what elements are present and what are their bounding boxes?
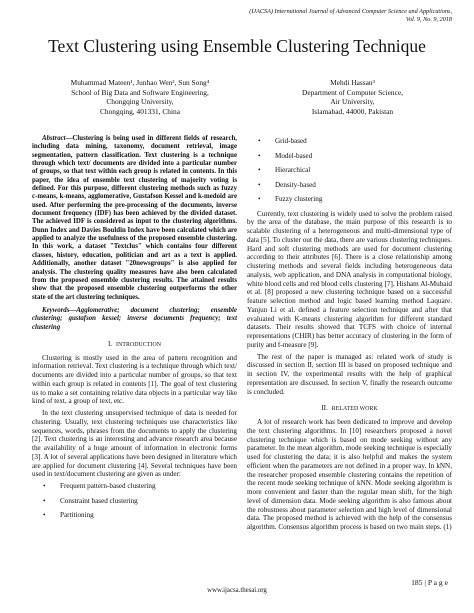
bullet-icon: • — [258, 151, 261, 160]
intro-paragraph-2: In the text clustering unsupervised technique of data is needed for clustering. Usually, text clustering techniques use characteristics like sequences, words, phrases from the documents to apply the clustering [2]. Text clustering is an interesting and advance research area because the availability of a huge amount of information in electronic forms [3]. A lot of several applications have been designed in literature which are applied for document clustering [4]. Several techniques have been used in text/document clustering are given as under: — [32, 409, 237, 479]
list-item: • Fuzzy clustering — [258, 195, 323, 203]
affiliation-right-line2: Air University, — [330, 97, 375, 107]
bullet-icon: • — [43, 511, 46, 520]
left-column — [32, 135, 237, 526]
list-item: • Hierarchical — [258, 166, 311, 174]
affiliation-right-line1: Department of Computer Science, — [302, 87, 403, 97]
affiliation-left-line1: School of Big Data and Software Engineering, — [71, 87, 209, 97]
section-heading-related-work — [247, 404, 452, 414]
paper-title: Text Clustering using Ensemble Clustering Technique — [48, 36, 426, 56]
right-paragraph-1: Currently, text clustering is widely used to solve the problem raised by the area of the database, the main purpose of this research is to scalable clustering of a heterogeneous and multi-dimensional type of data [5]. To cluster out the data, there are various clustering techniques. Hard and soft clustering methods are used for document clustering according to their attributes [6]. There is a close relationship among clustering methods and several fields including heterogeneous data analysis, web application, and DNA analysis in computational biology, white blood cells and red blood cells clustering [7]. Hisham Al-Mubaid et al. [8] proposed a new clustering technique based on a successful feature selection method and logic based learning method Laquare. Yanjun Li et al. defined a feature selection technique and after that evaluated with K-means clustering algorithm for different standard datasets. Their results showed that TCFS with choice of internal representations (CHIR) has better accuracy of clustering in the form of purity and f-measure [9]. — [247, 209, 452, 349]
technique-list-right — [247, 137, 452, 204]
technique-list-left — [32, 482, 237, 520]
author-block-left — [40, 78, 240, 116]
affiliation-right-line3: Islamabad, 44000, Pakistan — [311, 106, 394, 116]
journal-url: www.ijacsa.thesai.org — [207, 587, 267, 594]
list-item: • Grid-based — [258, 137, 307, 145]
abstract-text: —Clustering is being used in different fields of research, including data mining, taxonomy, document retrieval, image segmentation, pattern classification. Text clustering is a technique through which text/ documents are divided into a particular number of groups, so that text within each group is related in contents. In this paper, the idea of ensemble text clustering of majority voting is defined. For this purpose, different clustering methods such as fuzzy c-means, k-means, agglomerative, Gustafson Kessel and k-medoid are used. After performing the pre-processing of the documents, inverse document frequency (IDF) has been achieved by the divided dataset. The achieved IDF is considered as input to the clustering algorithms. Dunn Index and Davies Bouldin Index have been calculated which are applied to analyze the usefulness of the proposed ensemble clustering. In this work, a dataset "Textclus" which contains four different classes, history, education, politician and art as a text is applied. Additionally, another dataset "20newsgroups" is also applied for analysis. The clustering quality measures have also been calculated from the proposed ensemble clustering results. The attained results show that the proposed ensemble clustering outperforms the other state of the art clustering techniques. — [32, 135, 237, 301]
keywords: Keywords—Agglomerative; document clustering; ensemble clustering; gustafson kessel; inverse documents frequency; text clustering — [32, 306, 237, 331]
bullet-icon: • — [43, 482, 46, 491]
affiliation-left-line3: Chongqing, 401331, China — [99, 106, 181, 116]
list-item: • Model-based — [258, 151, 313, 160]
intro-paragraph-1: Clustering is mostly used in the area of pattern recognition and information retrieval. Text clustering is a technique through which text/ documents are divided into a particular number of groups, so that text within each group is related in contents [1]. The goal of text clustering us to make a set containing relative data objects in a particular way like kind of text, a group of text, etc. — [32, 353, 237, 406]
list-item: • Frequent pattern-based clustering — [43, 482, 156, 491]
page-number: 185 | P a g e — [411, 578, 448, 587]
abstract — [32, 135, 237, 302]
journal-header-line1: (IJACSA) International Journal of Advanced Computer Science and Applications, — [249, 8, 452, 15]
bullet-icon: • — [258, 137, 261, 145]
related-work-paragraph-1: A lot of research work has been dedicated to improve and develop the text clustering algorithms. In [10] researchers proposed a novel clustering technique which is based on mode seeking without any parameter. In the mean algorithm, mode seeking technique is especially used for clustering the data; it is also helpful and makes the system efficient when the parameters are not defined in a proper way. In kNN, the researcher proposed ensemble clustering contains the repetition of the recent mode seeking technique of kNN. Mode seeking algorithm is more convenient and faster than the regular mean shift, for the high level of dimension data. Mode seeking algorithm is also famous about the robustness about parameter selection and high level of dimensional data. The proposed method is achieved with the help of the consensus algorithm. Consensus algorithm process is based on two main steps. (1) — [247, 418, 452, 531]
right-paragraph-2: The rest of the paper is managed as: related work of study is discussed in section II, section III is based on proposed technique and in section IV, the experimental results with the help of graphical representation are discussed. In section V, finally the research outcome is concluded. — [247, 352, 452, 396]
section-title: RELATED WORK — [331, 406, 378, 413]
bullet-icon: • — [258, 180, 261, 189]
journal-header-line2: Vol. 9, No. 9, 2018 — [405, 15, 452, 23]
author-names-left: Muhammad Mateen¹, Junhao Wen², Sun Song⁴ — [70, 78, 210, 87]
bullet-icon: • — [258, 166, 261, 174]
affiliation-left-line2: Chongqing University, — [106, 97, 174, 107]
right-column — [247, 135, 452, 532]
author-names-right: Mehdi Hassan³ — [330, 78, 375, 87]
list-item: • Constraint based clustering — [43, 496, 138, 505]
section-number: II. — [321, 404, 329, 413]
author-block-right — [265, 78, 440, 116]
section-heading-introduction — [32, 340, 237, 350]
abstract-label: Abstract — [42, 135, 66, 142]
list-item: • Partitioning — [43, 511, 94, 520]
bullet-icon: • — [43, 496, 46, 505]
bullet-icon: • — [258, 195, 261, 203]
journal-header — [152, 8, 452, 23]
section-number: I. — [107, 339, 113, 348]
section-title: INTRODUCTION — [116, 341, 162, 348]
list-item: • Density-based — [258, 180, 316, 189]
